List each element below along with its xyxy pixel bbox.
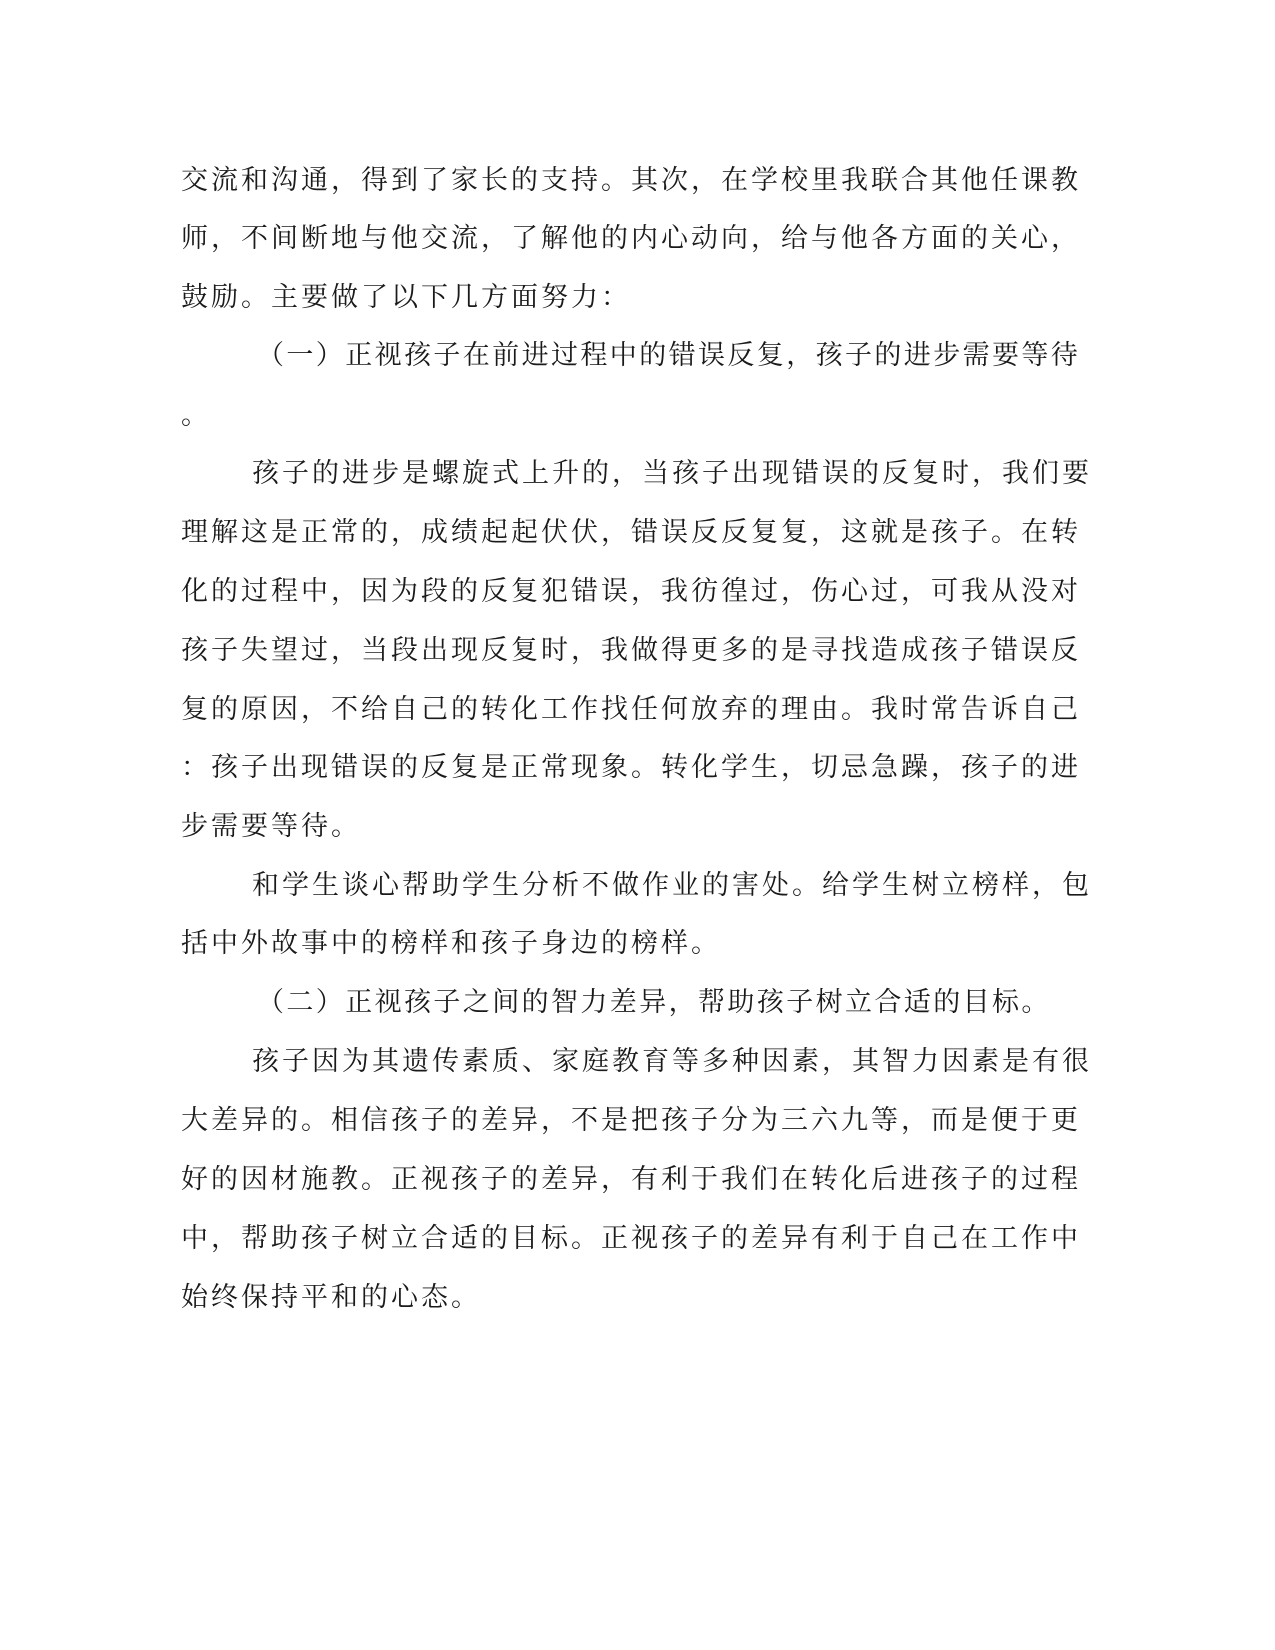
text-line-18: 好的因材施教。正视孩子的差异，有利于我们在转化后进孩子的过程	[181, 1164, 1081, 1195]
section-heading-2: （二）正视孩子之间的智力差异，帮助孩子树立合适的目标。	[257, 987, 1051, 1018]
text-line-19: 中，帮助孩子树立合适的目标。正视孩子的差异有利于自己在工作中	[181, 1223, 1081, 1254]
text-line-14: 括中外故事中的榜样和孩子身边的榜样。	[181, 928, 721, 959]
section-heading-1: （一）正视孩子在前进过程中的错误反复，孩子的进步需要等待	[257, 340, 1081, 371]
text-line-5: 。	[181, 400, 211, 431]
text-line-16: 孩子因为其遗传素质、家庭教育等多种因素，其智力因素是有很	[252, 1046, 1092, 1077]
text-line-2: 师，不间断地与他交流，了解他的内心动向，给与他各方面的关心，	[181, 223, 1081, 254]
text-line-20: 始终保持平和的心态。	[181, 1282, 481, 1313]
text-line-1: 交流和沟通，得到了家长的支持。其次，在学校里我联合其他任课教	[181, 165, 1081, 196]
text-line-6: 孩子的进步是螺旋式上升的，当孩子出现错误的反复时，我们要	[252, 458, 1092, 489]
text-line-9: 孩子失望过，当段出现反复时，我做得更多的是寻找造成孩子错误反	[181, 635, 1081, 666]
text-line-12: 步需要等待。	[181, 811, 361, 842]
text-line-11: ：孩子出现错误的反复是正常现象。转化学生，切忌急躁，孩子的进	[181, 752, 1081, 783]
text-line-10: 复的原因，不给自己的转化工作找任何放弃的理由。我时常告诉自己	[181, 694, 1081, 725]
text-line-3: 鼓励。主要做了以下几方面努力：	[181, 282, 631, 313]
text-line-13: 和学生谈心帮助学生分析不做作业的害处。给学生树立榜样，包	[252, 870, 1092, 901]
text-line-7: 理解这是正常的，成绩起起伏伏，错误反反复复，这就是孩子。在转	[181, 517, 1081, 548]
text-line-8: 化的过程中，因为段的反复犯错误，我彷徨过，伤心过，可我从没对	[181, 576, 1081, 607]
text-line-17: 大差异的。相信孩子的差异，不是把孩子分为三六九等，而是便于更	[181, 1105, 1081, 1136]
